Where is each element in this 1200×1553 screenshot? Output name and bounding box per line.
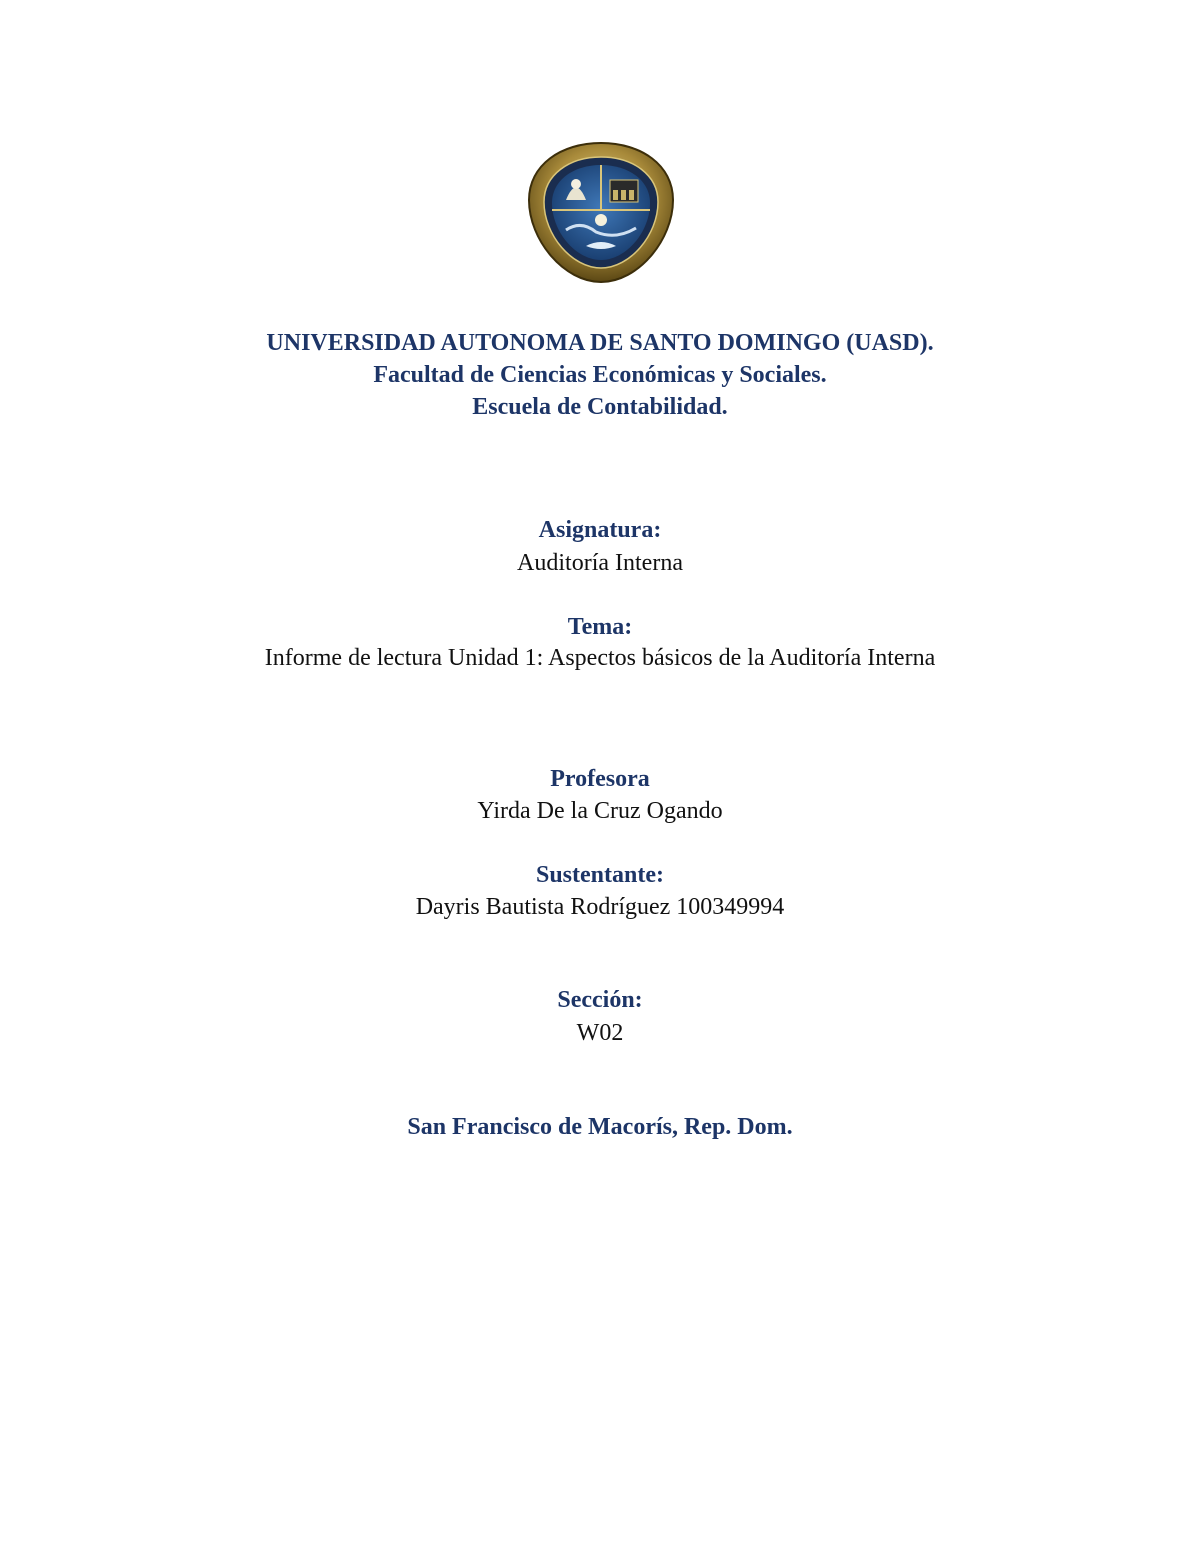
- university-seal-icon: [526, 140, 676, 285]
- school-name: Escuela de Contabilidad.: [472, 394, 728, 420]
- section-value: W02: [576, 1020, 624, 1046]
- university-name: UNIVERSIDAD AUTONOMA DE SANTO DOMINGO (UASD).: [266, 330, 934, 356]
- teacher-label: Profesora: [550, 766, 650, 792]
- subject-value: Auditoría Interna: [517, 550, 683, 576]
- faculty-name: Facultad de Ciencias Económicas y Sociales.: [373, 362, 827, 388]
- topic-value: Informe de lectura Unidad 1: Aspectos básicos de la Auditoría Interna: [264, 645, 936, 671]
- location-text: San Francisco de Macorís, Rep. Dom.: [407, 1114, 793, 1140]
- subject-label: Asignatura:: [538, 517, 662, 543]
- teacher-value: Yirda De la Cruz Ogando: [477, 798, 723, 824]
- topic-label: Tema:: [567, 614, 633, 640]
- student-value: Dayris Bautista Rodríguez 100349994: [415, 894, 785, 920]
- student-label: Sustentante:: [535, 862, 664, 888]
- section-label: Sección:: [557, 987, 643, 1013]
